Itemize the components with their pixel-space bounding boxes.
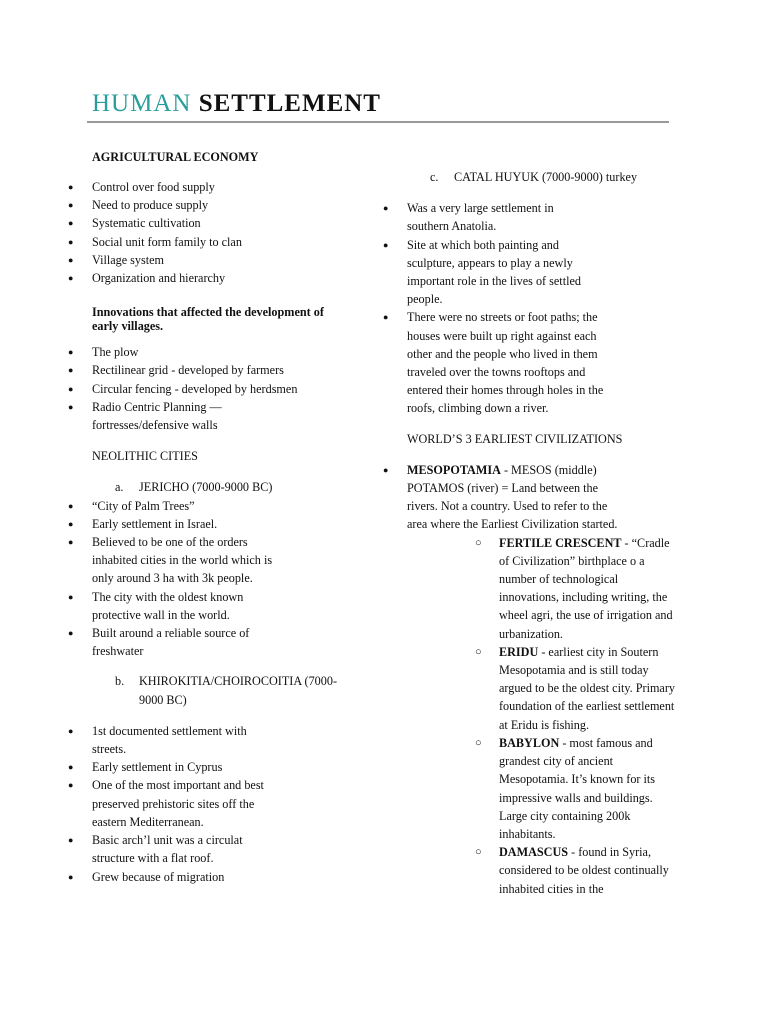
list-item	[499, 843, 677, 898]
babylon-text: - most famous and grandest city of ancient Mesopotamia. It’s known for its impressive walls and buildings. Large city containing 200k inhabitants.	[499, 735, 656, 841]
list-item: ● Rectilinear grid - developed by farmers	[92, 361, 392, 379]
khirokitia-list	[92, 722, 392, 886]
list-item: ● Early settlement in Israel.	[92, 515, 392, 533]
list-marker-a: a.	[115, 480, 124, 495]
list-item	[499, 534, 677, 643]
jericho-list	[92, 497, 392, 661]
list-item	[499, 734, 677, 843]
list-item: ● Village system	[92, 251, 392, 269]
khirokitia-title: KHIROKITIA/CHOIROCOITIA (7000-9000 BC)	[139, 674, 338, 707]
right-column	[407, 168, 682, 898]
mesopotamia-sublist	[407, 534, 682, 898]
list-item: ● One of the most important and best preserved prehistoric sites off the eastern Mediterranean.	[92, 776, 282, 831]
world-civilizations-heading: WORLD’S 3 EARLIEST CIVILIZATIONS	[407, 431, 623, 446]
agri-list	[92, 178, 392, 287]
title-divider	[87, 121, 669, 123]
list-item: ● Built around a reliable source of freshwater	[92, 624, 267, 660]
page-title	[92, 90, 381, 118]
list-item: ● Systematic cultivation	[92, 214, 392, 232]
damascus-text: - found in Syria, considered to be oldest continually inhabited cities in the	[499, 845, 669, 896]
list-item: ● Control over food supply	[92, 178, 392, 196]
eridu-term: ERIDU	[499, 644, 539, 659]
mesopotamia-term: MESOPOTAMIA	[407, 462, 501, 477]
list-item	[499, 643, 677, 734]
neolithic-heading: NEOLITHIC CITIES	[92, 449, 198, 464]
list-item	[407, 461, 622, 534]
innovations-heading: Innovations that affected the development of early villages.	[92, 305, 324, 334]
title-word-settlement: SETTLEMENT	[198, 90, 381, 117]
list-item: ● The plow	[92, 343, 392, 361]
list-item: ● Organization and hierarchy	[92, 269, 392, 287]
list-item: ● Basic arch’l unit was a circulat structure with a flat roof.	[92, 831, 267, 867]
list-item: ● “City of Palm Trees”	[92, 497, 392, 515]
catal-huyuk-title: CATAL HUYUK (7000-9000) turkey	[454, 170, 638, 184]
civilizations-list	[407, 461, 682, 534]
list-item: ● Circular fencing - developed by herdsmen	[92, 380, 392, 398]
babylon-term: BABYLON	[499, 735, 560, 750]
list-item: ● Early settlement in Cyprus	[92, 758, 392, 776]
eridu-text: - earliest city in Soutern Mesopotamia and is still today argued to be the oldest city. Primary foundation of the earliest settlement at Eridu is fishing.	[499, 644, 675, 732]
jericho-title: JERICHO (7000-9000 BC)	[139, 480, 273, 495]
list-item: ● Radio Centric Planning — fortresses/defensive walls	[92, 398, 272, 434]
catal-huyuk-list	[407, 199, 682, 417]
list-item: ● Need to produce supply	[92, 196, 392, 214]
list-item: ● Site at which both painting and sculpture, appears to play a newly important role in the lives of settled people.	[407, 236, 597, 309]
damascus-term: DAMASCUS	[499, 845, 569, 860]
list-item: ● Was a very large settlement in southern Anatolia.	[407, 199, 577, 235]
fertile-crescent-text: - “Cradle of Civilization” birthplace o a number of technological innovations, including writing, the wheel agri, the use of irrigation and urbanization.	[499, 535, 673, 641]
title-word-human: HUMAN	[92, 90, 192, 117]
fertile-crescent-term: FERTILE CRESCENT	[499, 535, 622, 550]
list-item: ● 1st documented settlement with streets.	[92, 722, 272, 758]
innovations-list	[92, 343, 392, 434]
left-column	[92, 150, 392, 886]
agri-heading: AGRICULTURAL ECONOMY	[92, 150, 259, 164]
list-item: ● Believed to be one of the orders inhabited cities in the world which is only around 3 ha with 3k people.	[92, 533, 287, 588]
list-item: ● Grew because of migration	[92, 868, 392, 886]
list-item: ● Social unit form family to clan	[92, 233, 392, 251]
catal-huyuk-heading	[407, 168, 682, 186]
list-item: ● The city with the oldest known protective wall in the world.	[92, 588, 267, 624]
jericho-heading	[92, 478, 392, 496]
list-marker-c: c.	[430, 170, 439, 184]
khirokitia-heading	[92, 672, 357, 708]
list-item: ● There were no streets or foot paths; the houses were built up right against each other and the people who lived in them traveled over the towns rooftops and entered their homes through holes in the roofs, climbing down a river.	[407, 308, 607, 417]
list-marker-b: b.	[115, 674, 125, 689]
mesopotamia-text: - MESOS (middle) POTAMOS (river) = Land between the rivers. Not a country. Used to refer to the area where the Earliest Civilization started.	[407, 462, 618, 532]
